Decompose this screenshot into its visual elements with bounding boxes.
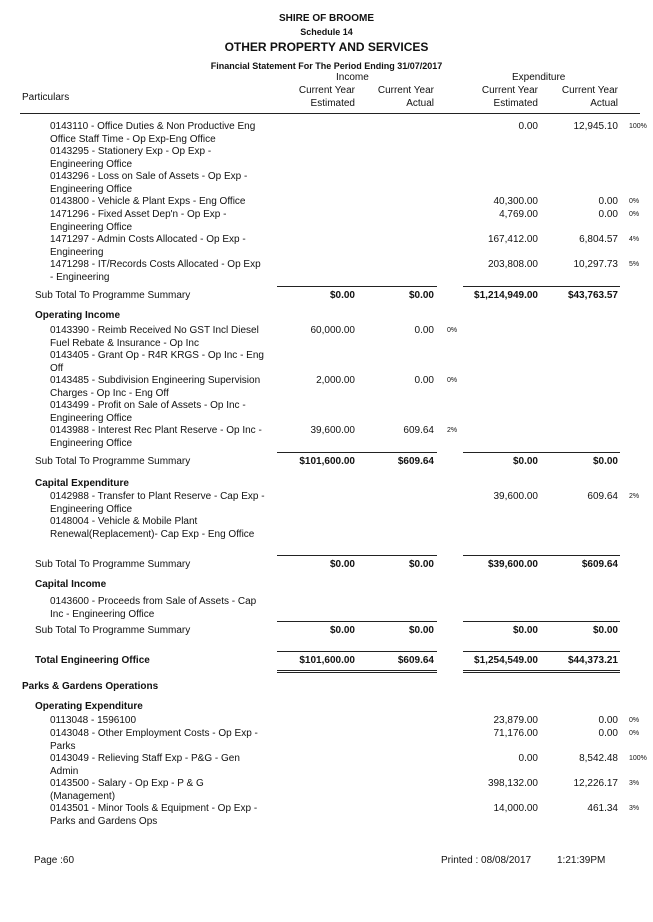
account-description: 1471296 - Fixed Asset Dep'n - Op Exp - Engineering Office (50, 209, 227, 233)
expenditure-percent: 100% (629, 123, 647, 130)
income-percent: 0% (447, 377, 458, 384)
group-heading: Parks & Gardens Operations (22, 681, 159, 692)
expenditure-total-rule (463, 555, 620, 556)
expenditure-total-rule-double (463, 672, 620, 673)
income-percent: 2% (447, 427, 458, 434)
expenditure-total-rule (463, 621, 620, 622)
org-name: SHIRE OF BROOME (278, 13, 374, 24)
expenditure-actual-value: 0.00 (598, 196, 618, 207)
expenditure-percent: 100% (629, 755, 647, 762)
account-description: 0113048 - 1596100 (50, 715, 137, 726)
expenditure-actual-value: 609.64 (587, 491, 618, 502)
income-actual-value: 0.00 (414, 325, 434, 336)
page-title: OTHER PROPERTY AND SERVICES (224, 40, 429, 54)
expenditure-total-rule-double (463, 670, 620, 671)
income-actual-value: 0.00 (414, 375, 434, 386)
income-total-rule (277, 452, 437, 453)
section-heading: Capital Expenditure (35, 478, 129, 489)
account-description: 0143800 - Vehicle & Plant Exps - Eng Office (50, 196, 246, 207)
expenditure-total-rule (463, 651, 620, 652)
account-description: 0143600 - Proceeds from Sale of Assets - Cap Inc - Engineering Office (50, 596, 257, 620)
section-heading: Capital Income (35, 579, 107, 590)
expenditure-estimated-value: 23,879.00 (493, 715, 538, 726)
expenditure-percent: 4% (629, 236, 640, 243)
account-description: 0143499 - Profit on Sale of Assets - Op Inc - Engineering Office (50, 400, 246, 424)
income-actual-value: $0.00 (408, 290, 434, 301)
expenditure-actual-value: 0.00 (598, 728, 618, 739)
expenditure-estimated-value: 398,132.00 (487, 778, 538, 789)
expenditure-estimated-value: $0.00 (512, 625, 538, 636)
account-description: 0143501 - Minor Tools & Equipment - Op Exp - Parks and Gardens Ops (50, 803, 258, 827)
expenditure-percent: 0% (629, 730, 640, 737)
income-estimated-value: $101,600.00 (299, 456, 355, 467)
expenditure-percent: 3% (629, 805, 640, 812)
account-description: 0148004 - Vehicle & Mobile Plant Renewal(Replacement)- Cap Exp - Eng Office (50, 516, 255, 540)
income-actual-value: $609.64 (397, 456, 434, 467)
expenditure-actual-value: $44,373.21 (567, 655, 618, 666)
subtotal-label: Sub Total To Programme Summary (35, 456, 191, 467)
income-total-rule (277, 286, 437, 287)
account-description: 0143110 - Office Duties & Non Productive Eng Office Staff Time - Op Exp-Eng Office (50, 121, 256, 145)
income-percent: 0% (447, 327, 458, 334)
expenditure-percent: 2% (629, 493, 640, 500)
income-estimated-value: 39,600.00 (310, 425, 355, 436)
col1-header-line1: Current Year (298, 85, 355, 96)
expenditure-estimated-value: 0.00 (518, 753, 538, 764)
period-subtitle: Financial Statement For The Period Ending 31/07/2017 (210, 61, 443, 71)
page-number: Page :60 (34, 855, 75, 866)
expenditure-estimated-value: $1,214,949.00 (474, 290, 538, 301)
expenditure-percent: 5% (629, 261, 640, 268)
income-estimated-value: $0.00 (329, 290, 355, 301)
income-header: Income (336, 72, 369, 83)
account-description: 0143295 - Stationery Exp - Op Exp - Engineering Office (50, 146, 212, 170)
account-description: 0143405 - Grant Op - R4R KRGS - Op Inc - Eng Off (50, 350, 264, 374)
expenditure-estimated-value: 167,412.00 (487, 234, 538, 245)
expenditure-percent: 0% (629, 717, 640, 724)
expenditure-actual-value: 0.00 (598, 715, 618, 726)
col3-header-line1: Current Year (481, 85, 538, 96)
expenditure-actual-value: $0.00 (592, 625, 618, 636)
expenditure-estimated-value: 14,000.00 (493, 803, 538, 814)
income-estimated-value: $101,600.00 (299, 655, 355, 666)
col4-header-line2: Actual (590, 98, 618, 109)
expenditure-estimated-value: $1,254,549.00 (474, 655, 538, 666)
section-heading: Operating Expenditure (35, 701, 143, 712)
header-divider (20, 113, 640, 114)
account-description: 0143296 - Loss on Sale of Assets - Op Exp - Engineering Office (50, 171, 248, 195)
expenditure-estimated-value: 39,600.00 (493, 491, 538, 502)
col2-header-line1: Current Year (377, 85, 434, 96)
expenditure-estimated-value: 0.00 (518, 121, 538, 132)
income-estimated-value: 60,000.00 (310, 325, 355, 336)
account-description: 0143390 - Reimb Received No GST Incl Diesel Fuel Rebate & Insurance - Op Inc (50, 325, 259, 349)
expenditure-percent: 3% (629, 780, 640, 787)
expenditure-actual-value: 10,297.73 (573, 259, 618, 270)
income-actual-value: $0.00 (408, 625, 434, 636)
income-estimated-value: $0.00 (329, 625, 355, 636)
col3-header-line2: Estimated (493, 98, 538, 109)
account-description: 1471297 - Admin Costs Allocated - Op Exp - Engineering (50, 234, 246, 258)
expenditure-estimated-value: 40,300.00 (493, 196, 538, 207)
total-label: Total Engineering Office (35, 655, 150, 666)
income-estimated-value: $0.00 (329, 559, 355, 570)
col2-header-line2: Actual (406, 98, 434, 109)
expenditure-actual-value: 8,542.48 (579, 753, 618, 764)
particulars-header: Particulars (22, 92, 70, 103)
account-description: 0143485 - Subdivision Engineering Supervision Charges - Op Inc - Eng Off (50, 375, 261, 399)
expenditure-actual-value: 461.34 (587, 803, 618, 814)
expenditure-estimated-value: 4,769.00 (499, 209, 538, 220)
expenditure-actual-value: 0.00 (598, 209, 618, 220)
expenditure-actual-value: $43,763.57 (567, 290, 618, 301)
account-description: 0143049 - Relieving Staff Exp - P&G - Gen Admin (50, 753, 240, 777)
income-total-rule (277, 651, 437, 652)
income-estimated-value: 2,000.00 (316, 375, 355, 386)
account-description: 0143048 - Other Employment Costs - Op Exp - Parks (50, 728, 258, 752)
income-total-rule-double (277, 670, 437, 671)
expenditure-estimated-value: $0.00 (512, 456, 538, 467)
income-actual-value: $0.00 (408, 559, 434, 570)
expenditure-estimated-value: 71,176.00 (493, 728, 538, 739)
account-description: 0143500 - Salary - Op Exp - P & G (Management) (50, 778, 204, 802)
col1-header-line2: Estimated (310, 98, 355, 109)
expenditure-percent: 0% (629, 198, 640, 205)
expenditure-actual-value: $609.64 (581, 559, 618, 570)
schedule-label: Schedule 14 (300, 27, 353, 37)
expenditure-estimated-value: 203,808.00 (487, 259, 538, 270)
subtotal-label: Sub Total To Programme Summary (35, 625, 191, 636)
subtotal-label: Sub Total To Programme Summary (35, 290, 191, 301)
account-description: 0142988 - Transfer to Plant Reserve - Cap Exp - Engineering Office (50, 491, 265, 515)
income-total-rule (277, 555, 437, 556)
expenditure-actual-value: 12,226.17 (573, 778, 618, 789)
expenditure-total-rule (463, 286, 620, 287)
income-total-rule (277, 621, 437, 622)
expenditure-total-rule (463, 452, 620, 453)
section-heading: Operating Income (35, 310, 121, 321)
printed-time: 1:21:39PM (557, 855, 606, 866)
expenditure-actual-value: $0.00 (592, 456, 618, 467)
printed-date: Printed : 08/08/2017 (441, 855, 532, 866)
income-total-rule-double (277, 672, 437, 673)
subtotal-label: Sub Total To Programme Summary (35, 559, 191, 570)
income-actual-value: 609.64 (403, 425, 434, 436)
account-description: 0143988 - Interest Rec Plant Reserve - Op Inc - Engineering Office (50, 425, 262, 449)
expenditure-actual-value: 12,945.10 (573, 121, 618, 132)
expenditure-actual-value: 6,804.57 (579, 234, 618, 245)
income-actual-value: $609.64 (397, 655, 434, 666)
col4-header-line1: Current Year (561, 85, 618, 96)
account-description: 1471298 - IT/Records Costs Allocated - Op Exp - Engineering (50, 259, 261, 283)
expenditure-estimated-value: $39,600.00 (487, 559, 538, 570)
expenditure-header: Expenditure (512, 72, 566, 83)
expenditure-percent: 0% (629, 211, 640, 218)
